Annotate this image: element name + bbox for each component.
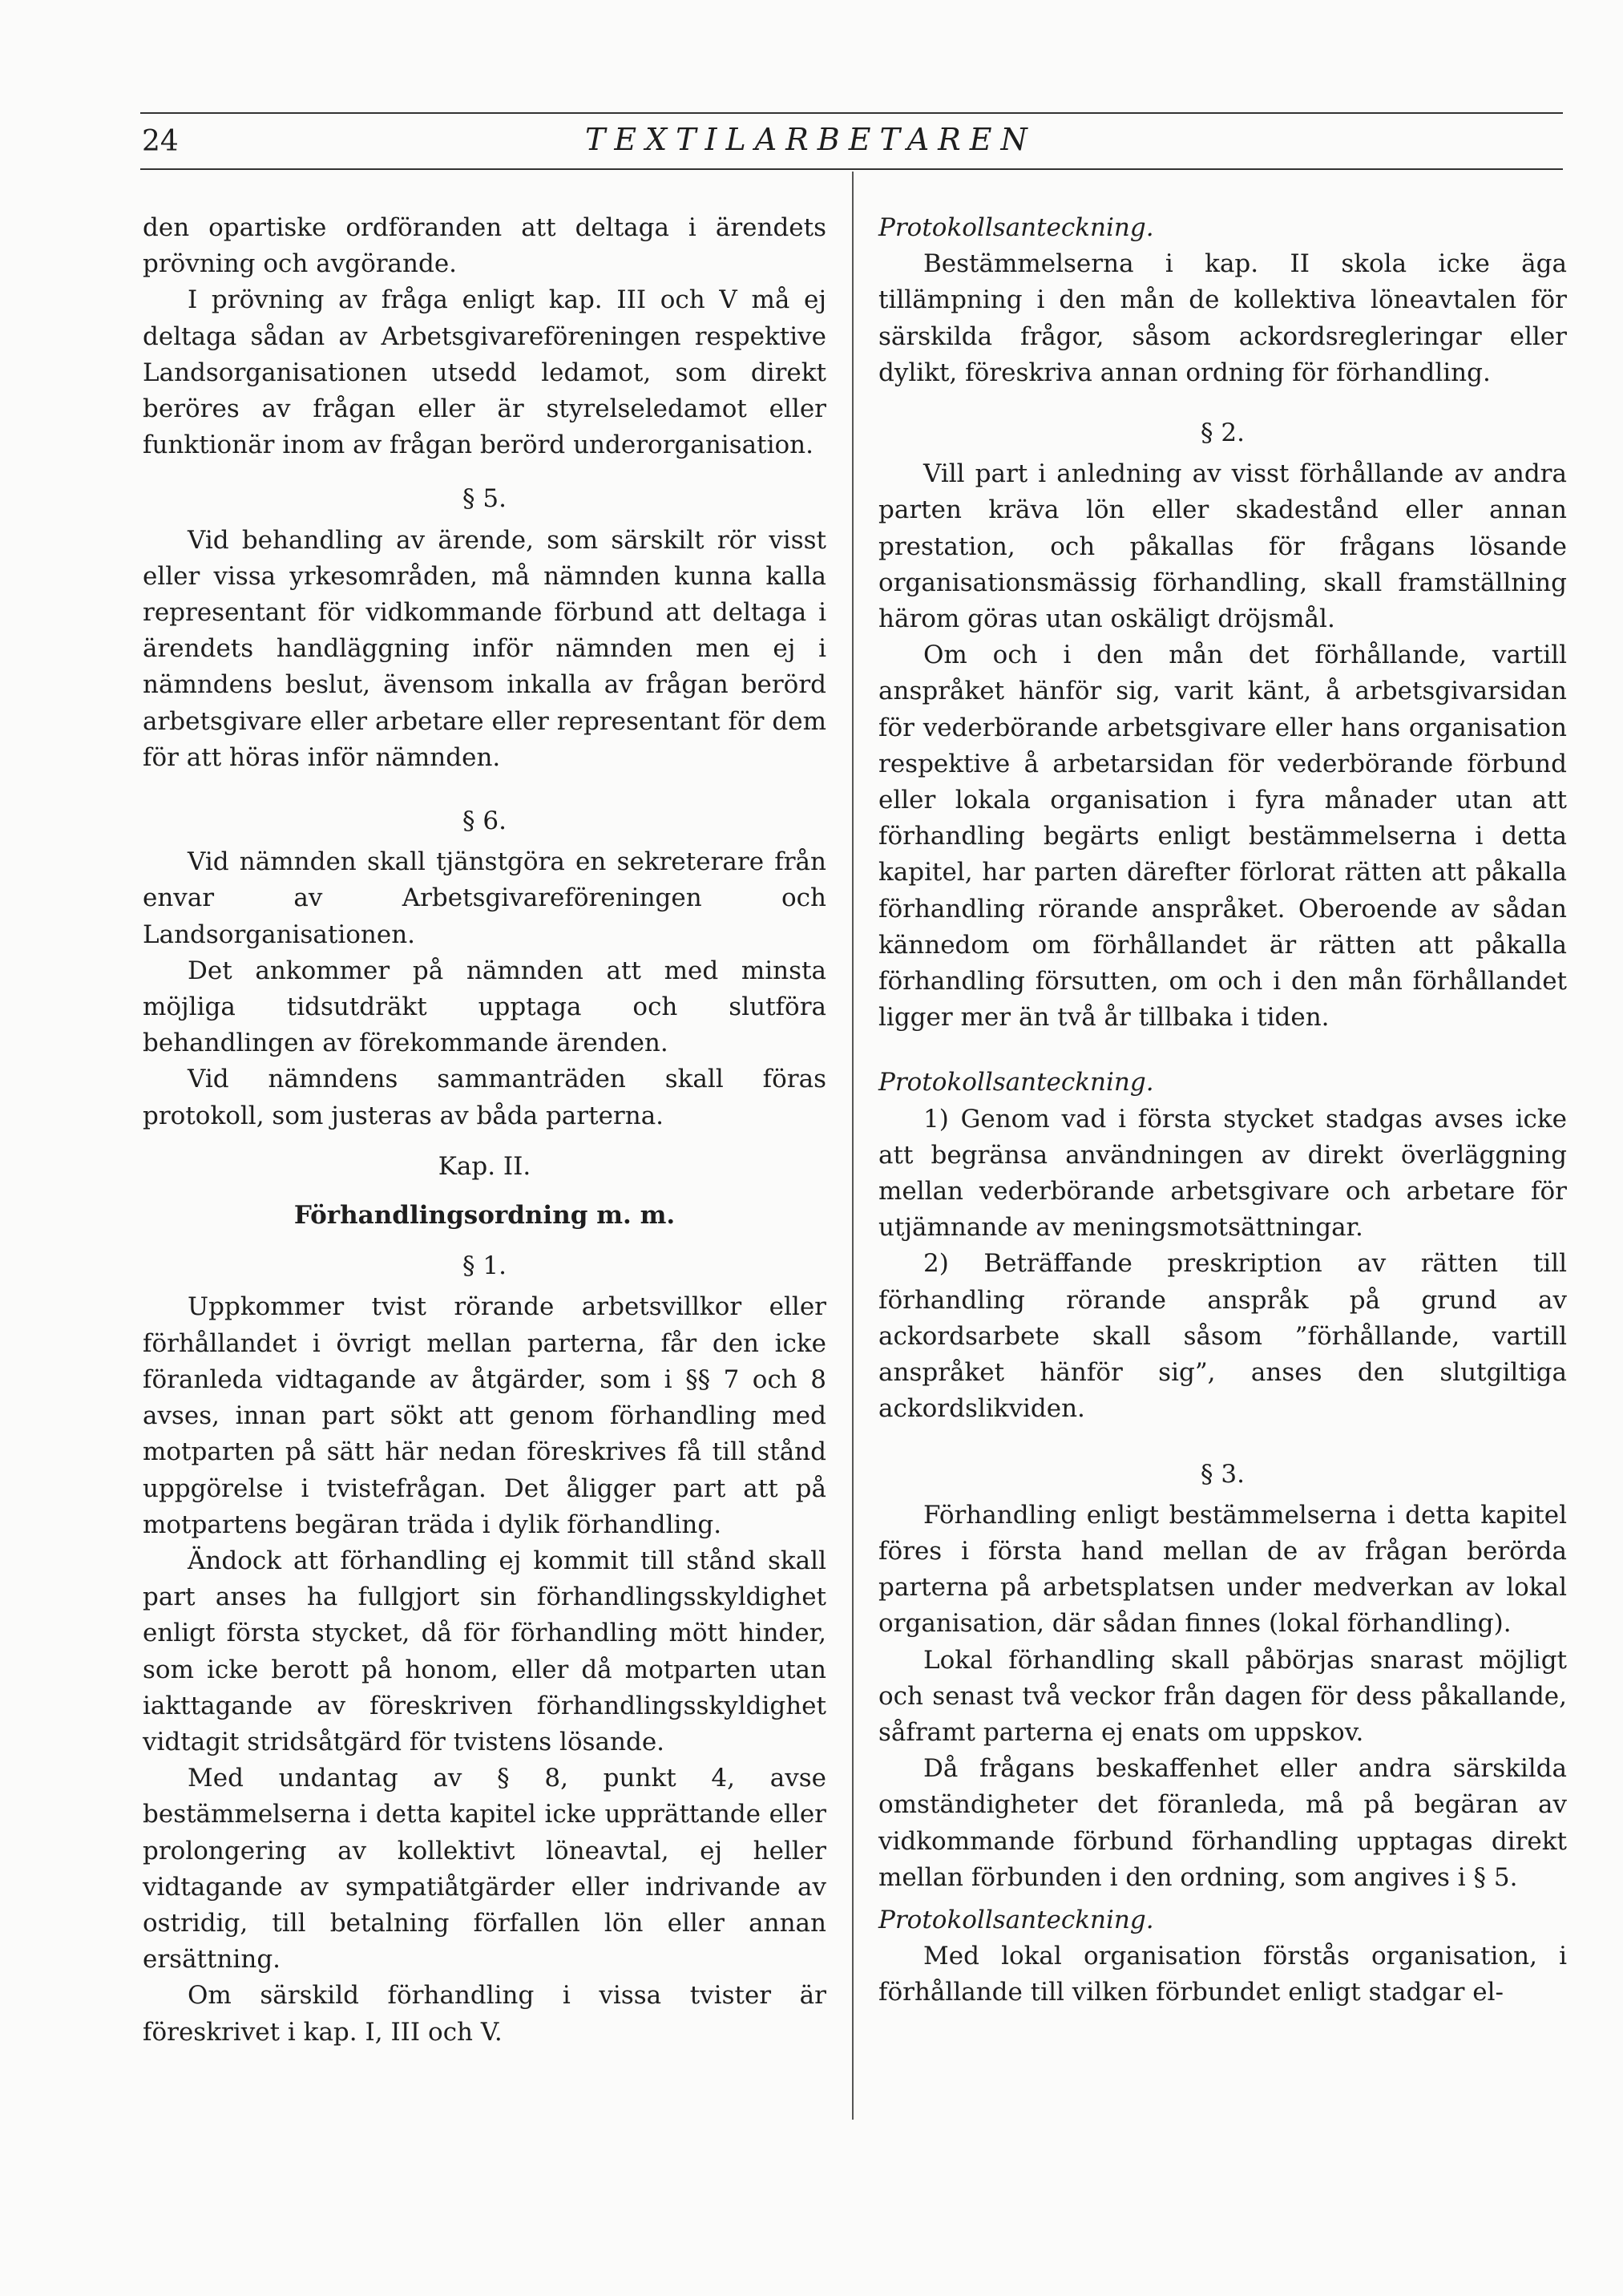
paragraph: Lokal förhandling skall påbörjas snarast möjligt och senast två veckor från dagen för dess påkallande, såframt parterna ej enats om uppskov. <box>878 1645 1567 1747</box>
paragraph: Vid behandling av ärende, som särskilt rör visst eller vissa yrkesområden, må nämnden kunna kalla representant för vidkommande förbund att deltaga i ärendets handläggning inför nämnden men ej i nämndens beslut, ävensom inkalla av frågan berörd arbetsgivare eller arbetare eller representant för dem för att höras inför nämnden. <box>143 525 826 772</box>
paragraph: Ändock att förhandling ej kommit till stånd skall part anses ha fullgjort sin förhandlingsskyldighet enligt första stycket, då för förhandling mött hinder, som icke berott på honom, eller då motparten utan iakttagande av föreskriven förhandlingsskyldighet vidtagit stridsåtgärd för tvistens lösande. <box>143 1546 826 1756</box>
column-divider <box>852 172 854 2120</box>
paragraph: Om särskild förhandling i vissa tvister är föreskrivet i kap. I, III och V. <box>143 1981 826 2047</box>
header-top-rule <box>140 112 1563 114</box>
paragraph: Det ankommer på nämnden att med minsta möjliga tidsutdräkt upptaga och slutföra behandlingen av förekommande ärenden. <box>143 956 826 1058</box>
section-heading-5: § 5. <box>462 484 507 514</box>
paragraph: Med lokal organisation förstås organisation, i förhållande till vilken förbundet enligt stadgar el- <box>878 1942 1567 2007</box>
paragraph: Vid nämnden skall tjänstgöra en sekreterare från envar av Arbetsgivareföreningen och Landsorganisationen. <box>143 847 826 949</box>
section-heading-2: § 2. <box>1201 418 1245 448</box>
left-column <box>143 210 826 2051</box>
paragraph: Uppkommer tvist rörande arbetsvillkor eller förhållandet i övrigt mellan parterna, får den icke föranleda vidtagande av åtgärder, som i §§ 7 och 8 avses, innan part sökt att genom förhandling med motparten på sätt här nedan föreskrives få till stånd uppgörelse i tvistefrågan. Det åligger part att på motpartens begäran träda i dylik förhandling. <box>143 1292 826 1539</box>
page-header <box>140 112 1563 170</box>
paragraph: Om och i den mån det förhållande, vartill anspråket hänför sig, varit känt, å arbetsgivarsidan för vederbörande arbetsgivare eller hans organisation respektive å arbetarsidan för vederbörande förbund eller lokala organisation i fyra månader utan att förhandling begärts enligt bestämmelserna i detta kapitel, har parten därefter förlorat rätten att påkalla förhandling rörande anspråket. Oberoende av sådan kännedom om förhållandet är rätten att påkalla förhandling försutten, om och i den mån förhållandet ligger mer än två år tillbaka i tiden. <box>878 641 1567 1033</box>
paragraph: Vill part i anledning av visst förhållande av andra parten kräva lön eller skadestånd eller annan prestation, och påkallas för frågans lösande organisationsmässig förhandling, skall framställning härom göras utan oskäligt dröjsmål. <box>878 459 1567 634</box>
paragraph: Med undantag av § 8, punkt 4, avse bestämmelserna i detta kapitel icke upprättande eller prolongering av kollektivt löneavtal, ej heller vidtagande av sympatiåtgärder eller indrivande av ostridig, till betalning förfallen lön eller annan ersättning. <box>143 1764 826 1975</box>
protocol-note-heading: Protokollsanteckning. <box>878 1068 1154 1097</box>
paragraph: Bestämmelserna i kap. II skola icke äga tillämpning i den mån de kollektiva löneavtalen för särskilda frågor, såsom ackordsregleringar eller dylikt, föreskriva annan ordning för förhandling. <box>878 249 1567 387</box>
paragraph: Då frågans beskaffenhet eller andra särskilda omständigheter det föranleda, må på begäran av vidkommande förbund förhandling upptagas direkt mellan förbunden i den ordning, som angives i § 5. <box>878 1754 1567 1892</box>
section-heading-3: § 3. <box>1201 1459 1245 1489</box>
page-number: 24 <box>142 125 179 158</box>
paragraph: Förhandling enligt bestämmelserna i detta kapitel föres i första hand mellan de av frågan berörda parterna på arbetsplatsen under medverkan av lokal organisation, där sådan finnes (lokal förhandling). <box>878 1500 1567 1639</box>
paragraph: Vid nämndens sammanträden skall föras protokoll, som justeras av båda parterna. <box>143 1065 826 1130</box>
section-heading-6: § 6. <box>462 806 507 836</box>
paragraph: 2) Beträffande preskription av rätten till förhandling rörande anspråk på grund av ackordsarbete skall såsom ”förhållande, vartill anspråket hänför sig”, anses den slutgiltiga ackordslikviden. <box>878 1249 1567 1424</box>
protocol-note-heading: Protokollsanteckning. <box>878 213 1154 242</box>
paragraph: den opartiske ordföranden att deltaga i ärendets prövning och avgörande. <box>143 213 826 279</box>
paragraph: 1) Genom vad i första stycket stadgas avses icke att begränsa användningen av direkt överläggning mellan vederbörande arbetsgivare och arbetare för utjämnande av meningsmotsättningar. <box>878 1104 1567 1243</box>
chapter-heading: Kap. II. <box>438 1151 531 1181</box>
protocol-note-heading: Protokollsanteckning. <box>878 1905 1154 1934</box>
section-heading-1: § 1. <box>462 1251 507 1281</box>
paragraph: I prövning av fråga enligt kap. III och V må ej deltaga sådan av Arbetsgivareföreningen respektive Landsorganisationen utsedd ledamot, som direkt beröres av frågan eller är styrelseledamot eller funktionär inom av frågan berörd underorganisation. <box>143 285 826 460</box>
chapter-title: Förhandlingsordning m. m. <box>293 1201 676 1231</box>
journal-title: TEXTILARBETAREN <box>585 122 1036 157</box>
header-bottom-rule <box>140 168 1563 170</box>
right-column <box>878 210 1567 2011</box>
